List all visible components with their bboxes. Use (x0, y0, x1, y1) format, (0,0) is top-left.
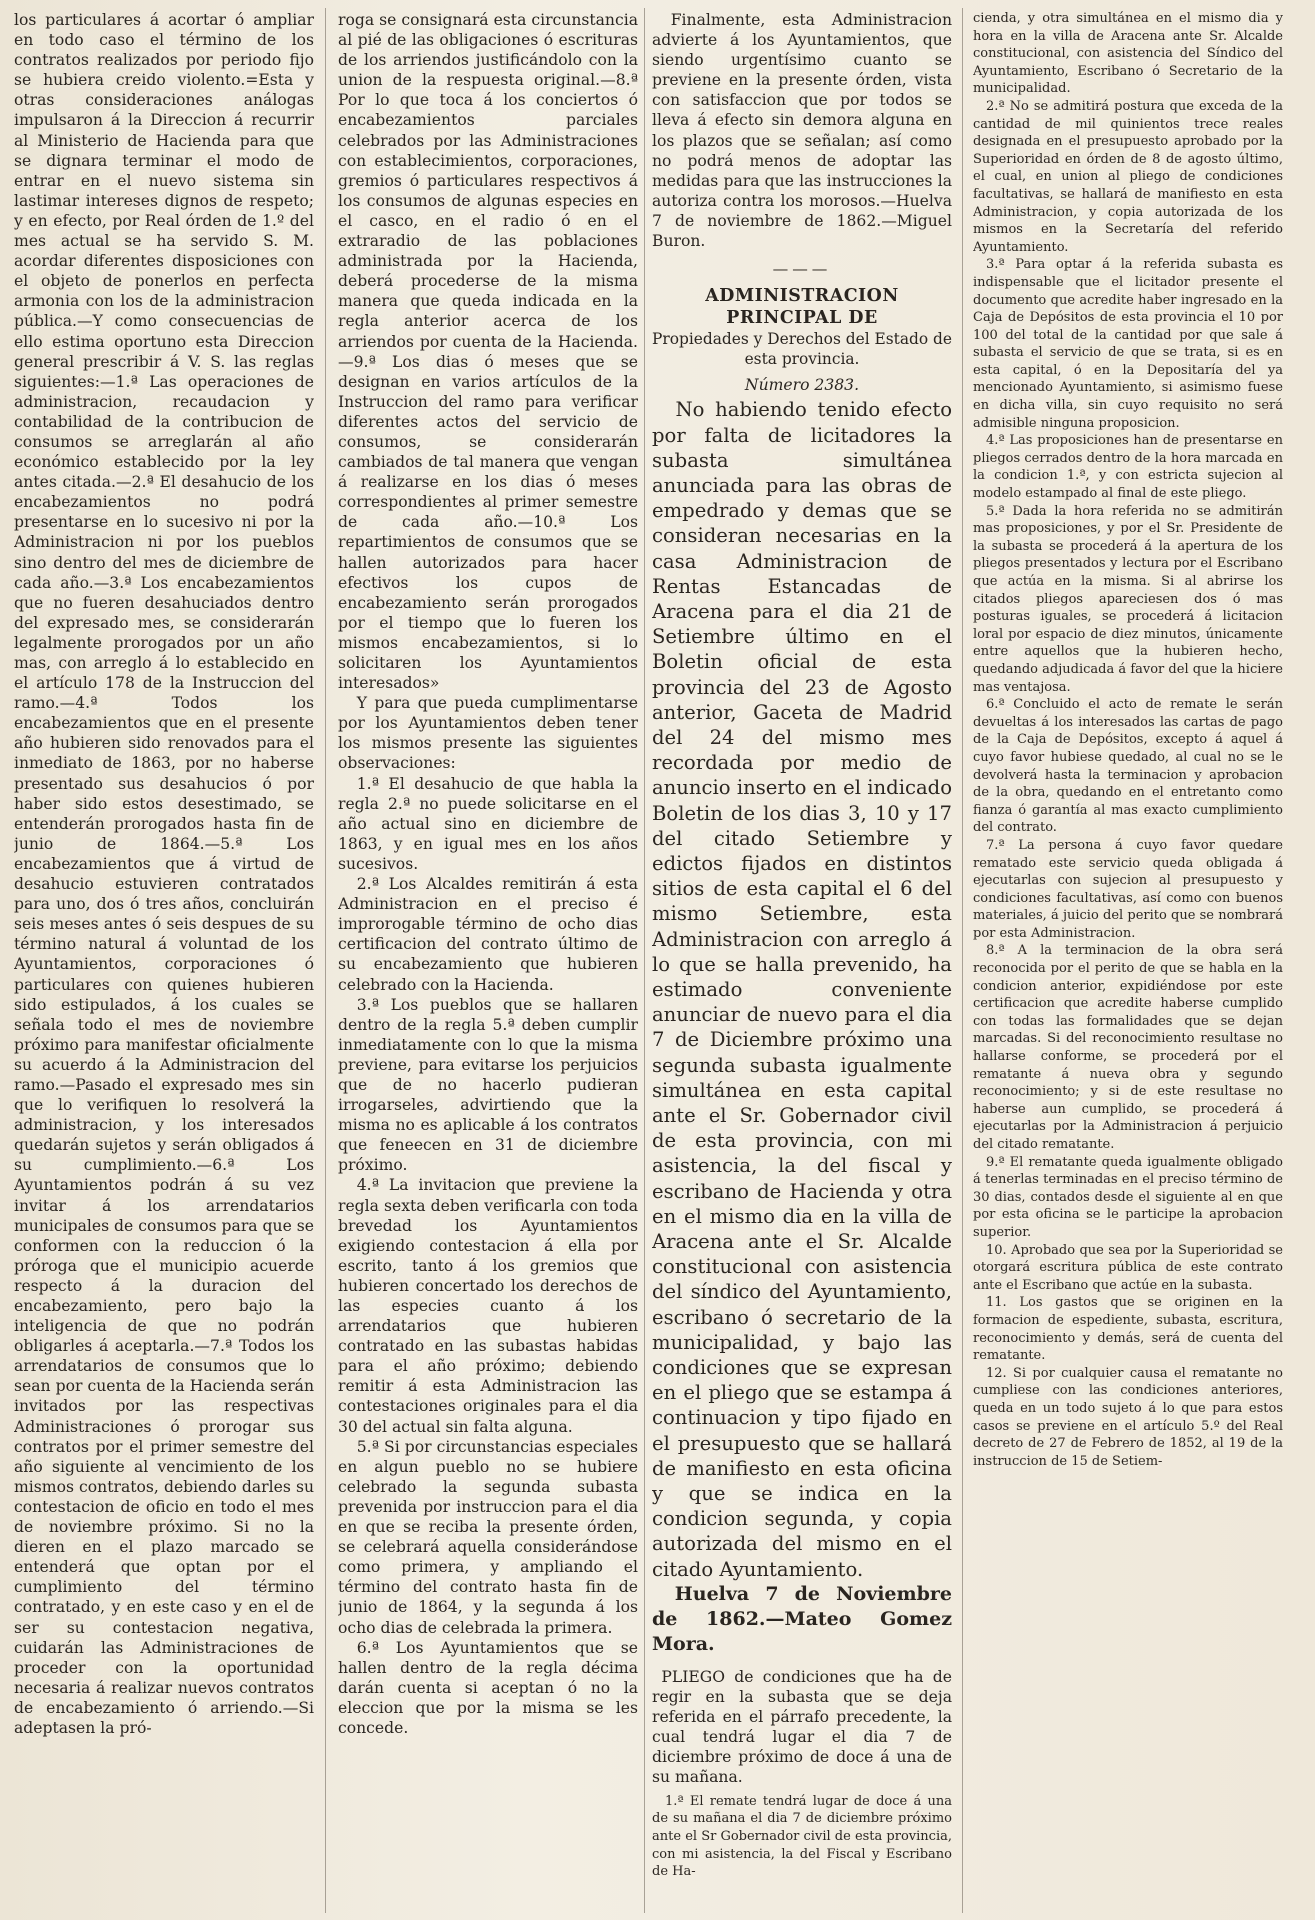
condition-5: 5.ª Dada la hora referida no se admitirán mas proposiciones, y por el Sr. Presidente de la subasta se procederá á la apertura de los pliegos presentados y lectura por el Escribano que actúa en la misma. Si al abrirse los citados pliegos apareciesen dos ó mas posturas iguales, se procederá á licitacion loral por espacio de diez minutos, únicamente entre aquellos que la hubieren hecho, quedando adjudicada á favor del que la hiciere mas ventajosa. (973, 503, 1283, 695)
column-2-observation-3: 3.ª Los pueblos que se hallaren dentro de la regla 5.ª deben cumplir inmediatamente con lo que la misma previene, para evitarse los perjuicios que de no hacerlo pudieran irrogarseles, advirtiendo que la misma no es aplicable á los contratos que feneecen en 31 de diciembre próximo. (338, 995, 638, 1175)
pliego-heading: PLIEGO de condiciones que ha de regir en la subasta que se deja referida en el párrafo precedente, la cual tendrá lugar el dia 7 de diciembre próximo de doce á una de su mañana. (652, 1667, 952, 1786)
column-1 (14, 10, 314, 1915)
column-divider (644, 8, 645, 1913)
condition-3: 3.ª Para optar á la referida subasta es indispensable que el licitador presente el documento que acredite haber ingresado en la Caja de Depósitos de esta provincia el 10 por 100 del total de la cantidad por que sale á subasta el servicio de que se trata, si es en esta capital, ó en la Depositaría del ya mencionado Ayuntamiento, si asimismo fuese en dicha villa, sin cuyo requisito no será admisible ninguna proposicion. (973, 257, 1283, 431)
announcement-number: Número 2383. (744, 376, 860, 395)
announcement-body: No habiendo tenido efecto por falta de licitadores la subasta simultánea anunciada para las obras de empedrado y demas que se consideran necesarias en la casa Administracion de Rentas Estancadas de Aracena para el dia 21 de Setiembre último en el Boletin oficial de esta provincia del 23 de Agosto anterior, Gaceta de Madrid del 24 del mismo mes recordada por medio de anuncio inserto en el indicado Boletin de los dias 3, 10 y 17 del citado Setiembre y edictos fijados en distintos sitios de esta capital el 6 del mismo Setiembre, esta Administracion con arreglo á lo que se halla prevenido, ha estimado conveniente anunciar de nuevo para el dia 7 de Diciembre próximo una segunda subasta igualmente simultánea en esta capital ante el Sr. Gobernador civil de esta provincia, con mi asistencia, la del fiscal y escribano de Hacienda y otra en el mismo dia en la villa de Aracena ante el Sr. Alcalde constitucional con asistencia del síndico del Ayuntamiento, escribano ó secretario de la municipalidad, y bajo las condiciones que se expresan en el pliego que se estampa á continuacion y tipo fijado en el presupuesto que se hallará de manifiesto en esta oficina y que se indica en la condicion segunda, y copia autorizada del mismo en el citado Ayuntamiento. (652, 398, 952, 1581)
announcement-date-signature: Huelva 7 de Noviembre de 1862.—Mateo Gomez Mora. (652, 1582, 952, 1655)
condition-9: 9.ª El rematante queda igualmente obligado á tenerlas terminadas en el preciso término de 30 dias, contados desde el siguiente al en que por esta oficina se le participe la aprobacion superior. (973, 1154, 1283, 1240)
column-1-text: los particulares á acortar ó ampliar en todo caso el término de los contratos realizados por periodo fijo se hubiera creido violento.=Esta y otras consideraciones análogas impulsaron á la Direccion á recurrir al Ministerio de Hacienda para que se dignara terminar el modo de entrar en el nuevo sistema sin lastimar intereses dignos de respeto; y en efecto, por Real órden de 1.º del mes actual se ha servido S. M. acordar diferentes disposiciones con el objeto de ponerlos en perfecta armonia con los de la administracion pública.—Y como consecuencias de ello estima oportuno esta Direccion general prescribir á V. S. las reglas siguientes:—1.ª Las operaciones de administracion, recaudacion y contabilidad de la contribucion de consumos se arreglarán al año económico establecido por la ley antes citada.—2.ª El desahucio de los encabezamientos no podrá presentarse en lo sucesivo ni por la Administracion ni por los pueblos sino dentro del mes de diciembre de cada año.—3.ª Los encabezamientos que no fueren desahuciados dentro del expresado mes, se considerarán legalmente prorogados por un año mas, con arreglo á lo establecido en el artículo 178 de la Instruccion del ramo.—4.ª Todos los encabezamientos que en el presente año hubieren sido renovados para el inmediato de 1863, por no haberse presentado sus desahucios ó por haber sido estos desestimado, se entenderán prorogados hasta fin de junio de 1864.—5.ª Los encabezamientos que á virtud de desahucio estuvieren contratados para uno, dos ó tres años, concluirán seis meses antes ó seis despues de su término natural á voluntad de los Ayuntamientos, corporaciones ó particulares con quienes hubieren sido estipulados, á los cuales se señala todo el mes de noviembre próximo para manifestar oficialmente su acuerdo á la Administracion del ramo.—Pasado el expresado mes sin que lo verifiquen lo resolverá la administracion, y los interesados quedarán sujetos y serán obligados á su cumplimiento.—6.ª Los Ayuntamientos podrán á su vez invitar á los arrendatarios municipales de consumos para que se conformen con la reduccion ó la próroga que el municipio acuerde respecto á la duracion del encabezamiento, pero bajo la inteligencia de que no podrán obligarles á aceptarla.—7.ª Todos los arrendatarios de consumos que lo sean por cuenta de la Hacienda serán invitados por las respectivas Administraciones ó prorogar sus contratos por el primer semestre del año siguiente al vencimiento de los mismos contratos, debiendo darles su contestacion de oficio en todo el mes de noviembre próximo. Si no la dieren en el plazo marcado se entenderá que optan por el cumplimiento del término contratado, y en este caso y en el de ser su contestacion negativa, cuidarán las Administraciones de proceder con la oportunidad necesaria á realizar nuevos contratos de encabezamiento ó arriendo.—Si adeptasen la pró- (14, 11, 314, 1737)
condition-7: 7.ª La persona á cuyo favor quedare rematado este servicio queda obligada á ejecutarlas con sujecion al presupuesto y condiciones facultativas, así como con buenos materiales, á juicio del perito que se nombrará por esta Administracion. (973, 837, 1283, 941)
condition-12: 12. Si por cualquier causa el rematante no cumpliese con las condiciones anteriores, queda en un todo sujeto á lo que para estos casos se previene en el artículo 5.º del Real decreto de 27 de Febrero de 1852, al 19 de la instruccion de 15 de Setiem- (973, 1365, 1283, 1469)
column-2-intro: roga se consignará esta circunstancia al pié de las obligaciones ó escrituras de los arriendos justificándolo con la union de la respuesta original.—8.ª Por lo que toca á los conciertos ó encabezamientos parciales celebrados por las Administraciones con establecimientos, corporaciones, gremios ó particulares respectivos á los consumos de algunas especies en el casco, en el radio ó en el extraradio de las poblaciones administrada por la Hacienda, deberá procederse de la misma manera que queda indicada en la regla anterior acerca de los arriendos por cuenta de la Hacienda.—9.ª Los dias ó meses que se designan en varios artículos de la Instruccion del ramo para verificar diferentes actos del servicio de consumos, se considerarán cambiados de tal manera que vengan á realizarse en los dias ó meses correspondientes al primer semestre de cada año.—10.ª Los repartimientos de consumos que se hallen autorizados para hacer efectivos los cupos de encabezamiento serán prorogados por el tiempo que lo fueren los mismos encabezamientos, si lo solicitaren los Ayuntamientos interesados» (338, 11, 638, 693)
condition-2: 2.ª No se admitirá postura que exceda de la cantidad de mil quinientos trece reales designada en el presupuesto aprobado por la Superioridad en órden de 8 de agosto último, el cual, en union al pliego de condiciones facultativas, se hallará de manifiesto en esta Administracion, y copia autorizada de los mismos en la Secretaría del referido Ayuntamiento. (973, 98, 1283, 255)
column-2-observation-5: 5.ª Si por circunstancias especiales en algun pueblo no se hubiere celebrado la segunda subasta prevenida por instruccion para el dia en que se reciba la presente órden, se celebrará aquella considerándose como primera, y ampliando el término del contrato hasta fin de junio de 1864, y la segunda á los ocho dias de celebrada la primera. (338, 1437, 638, 1637)
column-2-observation-1: 1.ª El desahucio de que habla la regla 2.ª no puede solicitarse en el año actual sino en diciembre de 1863, y en igual mes en los años sucesivos. (338, 774, 638, 873)
condition-4: 4.ª Las proposiciones han de presentarse en pliegos cerrados dentro de la hora marcada en la condicion 1.ª, y con estricta sujecion al modelo estampado al final de este pliego. (973, 433, 1283, 502)
column-4 (973, 10, 1283, 1915)
column-2-observation-2: 2.ª Los Alcaldes remitirán á esta Administracion en el preciso é improrogable término de ocho dias certificacion del contrato último de su encabezamiento que hubieren celebrado con la Hacienda. (338, 875, 638, 994)
column-divider (325, 8, 326, 1913)
column-2-observation-4: 4.ª La invitacion que previene la regla sexta deben verificarla con toda brevedad los Ayuntamientos exigiendo contestacion á ella por escrito, tanto á los gremios que hubieren concertado los derechos de las especies cuanto á los arrendatarios que hubieren contratado en las subastas habidas para el año próximo; debiendo remitir á esta Administracion las contestaciones originales para el dia 30 del actual sin falta alguna. (338, 1176, 638, 1436)
condition-6: 6.ª Concluido el acto de remate le serán devueltas á los interesados las cartas de pago de la Caja de Depósitos, excepto á aquel á cuyo favor hubiese quedado, al cual no se le devolverá hasta la terminacion y aprobacion de la obra, quedando en el entretanto como fianza ó garantía al mas exacto cumplimiento del contrato. (973, 697, 1283, 836)
column-2-paragraph: Y para que pueda cumplimentarse por los Ayuntamientos deben tener los mismos presente las siguientes observaciones: (338, 694, 638, 773)
column-3-closing: Finalmente, esta Administracion advierte á los Ayuntamientos, que siendo urgentísimo cuanto se previene en la presente órden, vista con satisfaccion que por todos se lleva á efecto sin demora alguna en los plazos que se señalan; así como no podrá menos de adoptar las medidas para que las instrucciones la autoriza contra los morosos.—Huelva 7 de noviembre de 1862.—Miguel Buron. (652, 11, 952, 251)
condition-1-start: 1.ª El remate tendrá lugar de doce á una de su mañana el dia 7 de diciembre próximo ante el Sr Gobernador civil de esta provincia, con mi asistencia, la del Fiscal y Escribano de Ha- (652, 1793, 952, 1880)
condition-11: 11. Los gastos que se originen en la formacion de espediente, subasta, escritura, reconocimiento y demás, será de cuenta del rematante. (973, 1295, 1283, 1364)
column-divider (962, 8, 963, 1913)
column-2 (338, 10, 638, 1915)
section-separator: ——— (772, 260, 832, 279)
section-title: ADMINISTRACION PRINCIPAL DE (705, 286, 899, 329)
condition-1-end: cienda, y otra simultánea en el mismo dia y hora en la villa de Aracena ante Sr. Alcalde constitucional, con asistencia del Síndico del Ayuntamiento, Escribano ó Secretario de la municipalidad. (973, 11, 1283, 97)
condition-10: 10. Aprobado que sea por la Superioridad se otorgará escritura pública de este contrato ante el Escribano que actúe en la subasta. (973, 1242, 1283, 1293)
column-2-observation-6: 6.ª Los Ayuntamientos que se hallen dentro de la regla décima darán cuenta si aceptan ó no la eleccion que por la misma se les concede. (338, 1638, 638, 1737)
column-3 (652, 10, 952, 1915)
condition-8: 8.ª A la terminacion de la obra será reconocida por el perito de que se habla en la condicion anterior, expidiéndose por este certificacion que acredite haberse cumplido con todas las formalidades que se dejan marcadas. Si del reconocimiento resultase no hallarse conforme, se procederá por el rematante á nueva obra y segundo reconocimiento; y si de este resultase no haberse aun cumplido, se procederá á ejecutarlas por la Administracion á perjuicio del citado rematante. (973, 943, 1283, 1152)
section-subtitle: Propiedades y Derechos del Estado de esta provincia. (652, 330, 952, 369)
